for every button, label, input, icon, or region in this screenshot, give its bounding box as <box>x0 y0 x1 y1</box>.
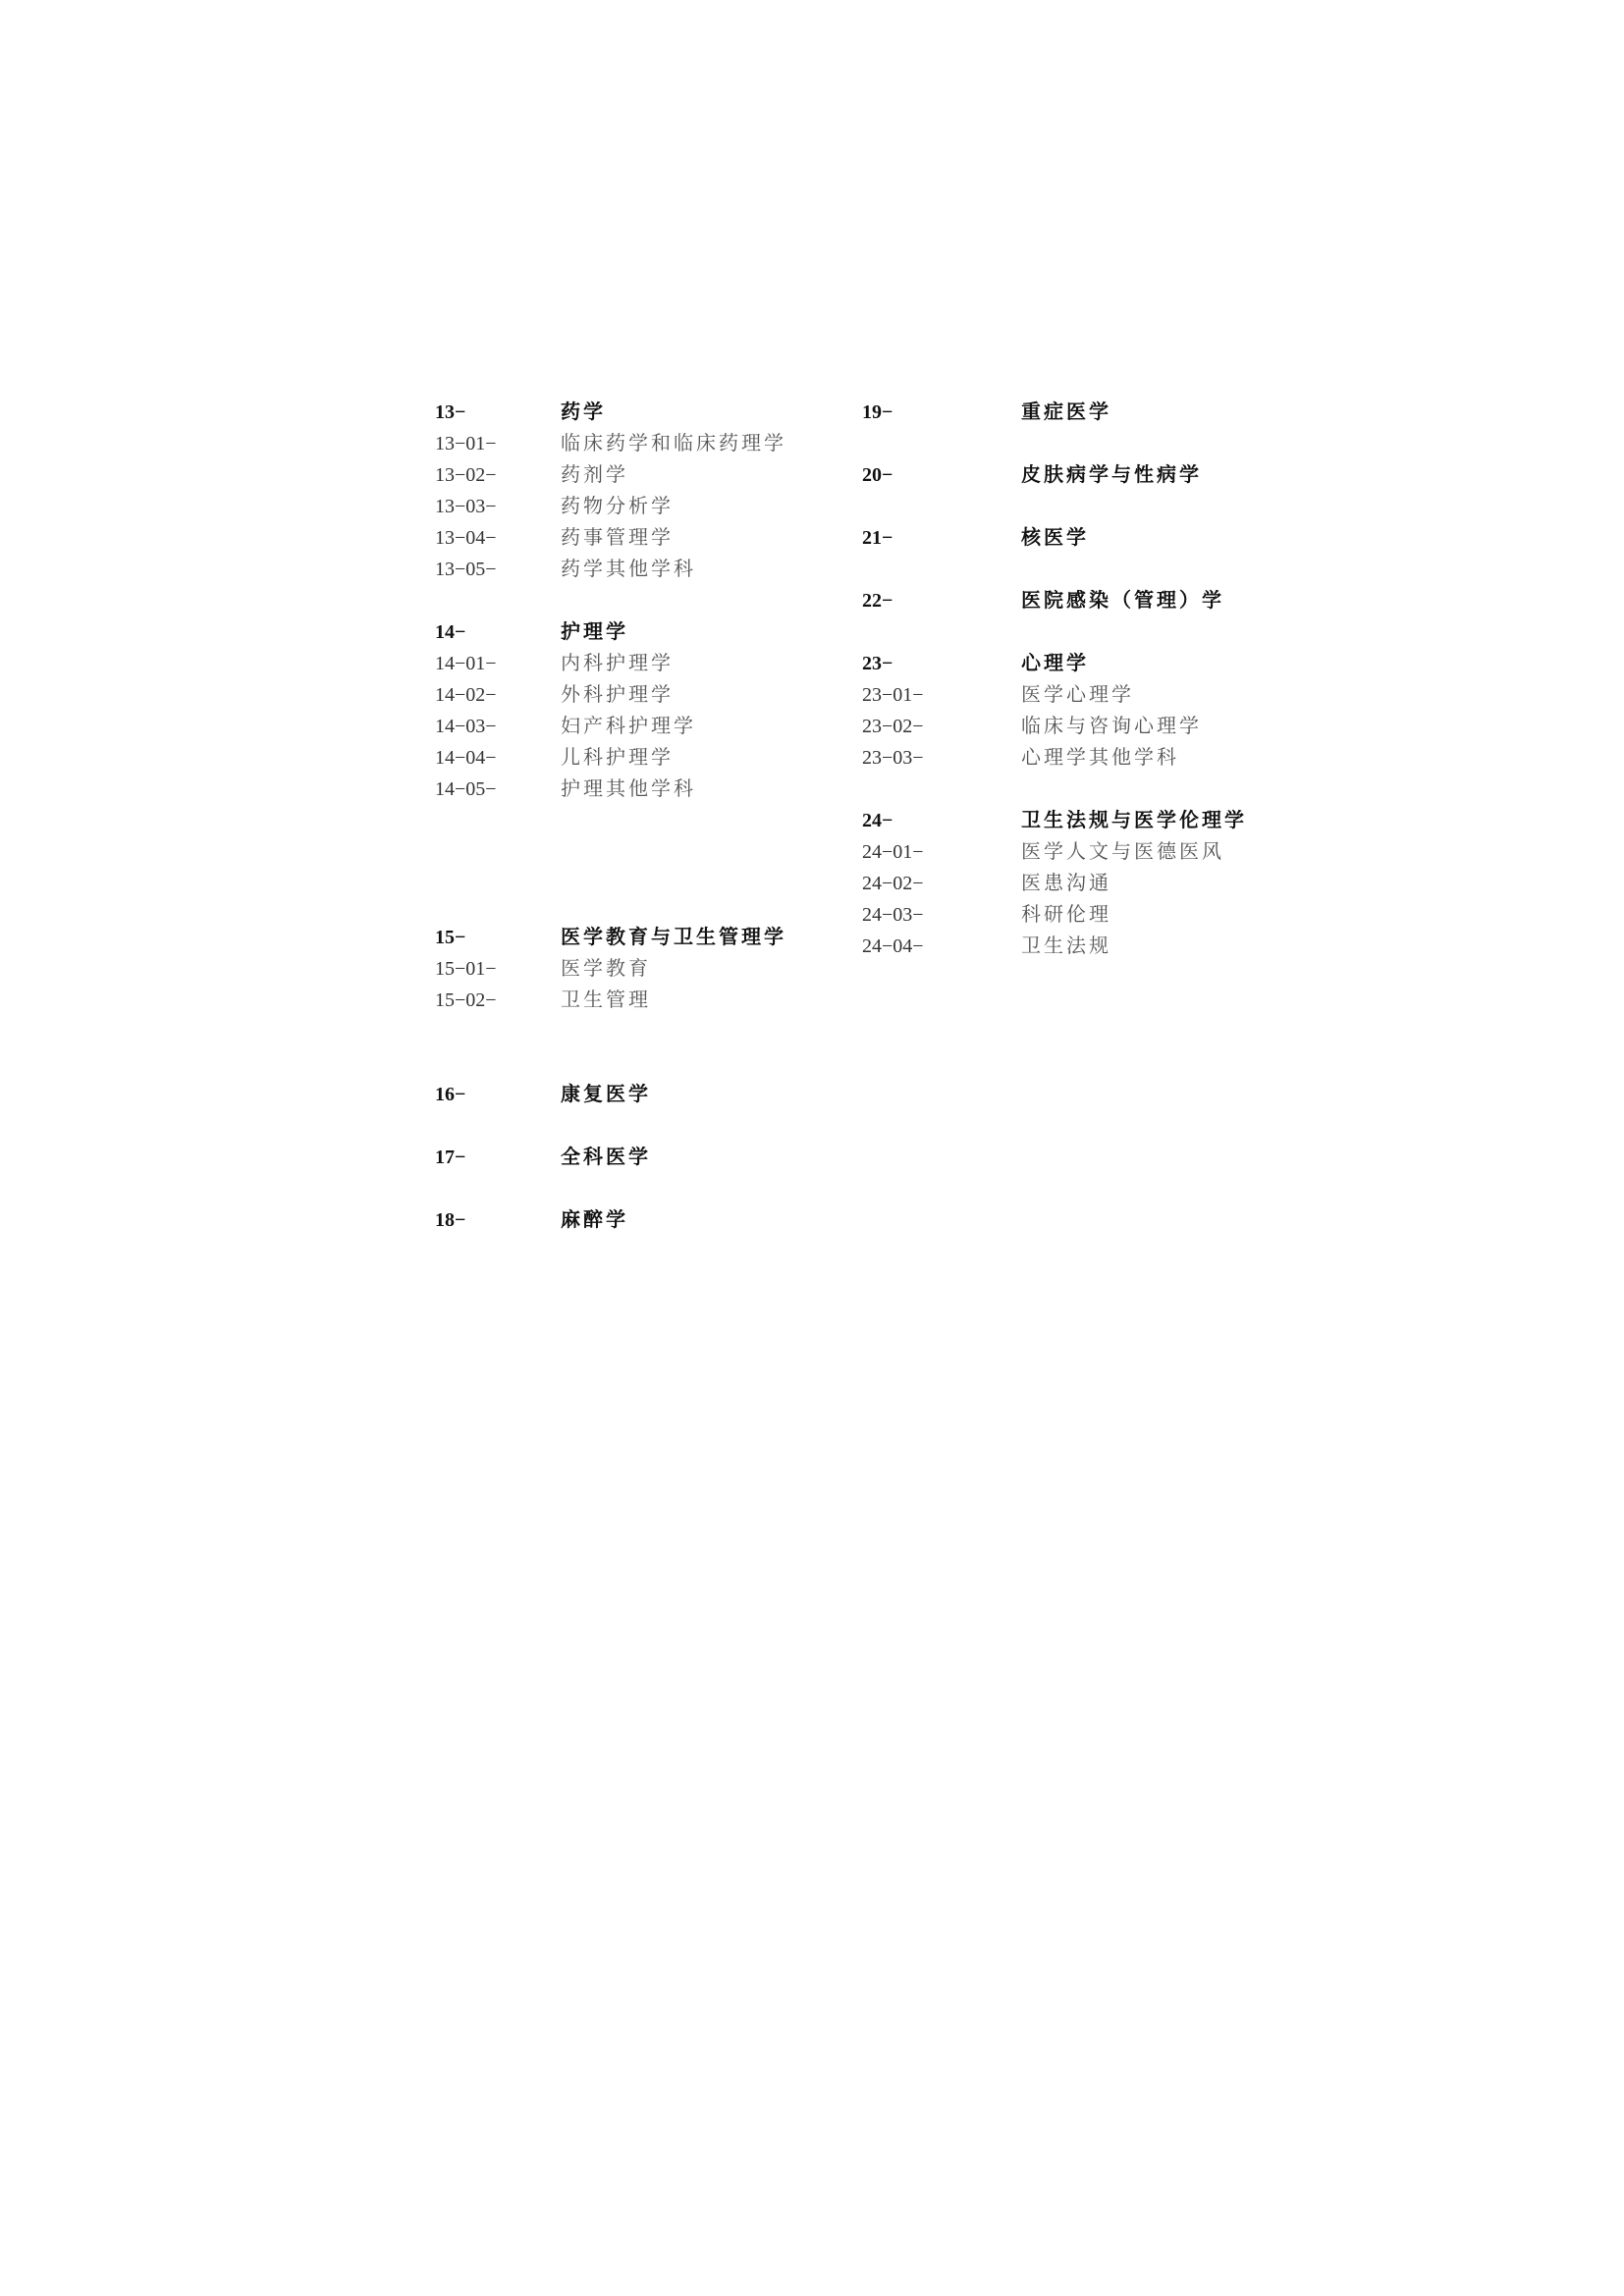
list-item <box>862 835 1294 867</box>
list-item <box>435 773 847 804</box>
item-name: 药学其他学科 <box>561 557 696 580</box>
section-24 <box>862 804 1294 961</box>
section-code: 16− <box>435 1084 466 1105</box>
spacer <box>435 804 847 898</box>
item-code: 13−01− <box>435 433 497 454</box>
item-code: 13−02− <box>435 464 497 486</box>
section-code: 15− <box>435 927 466 948</box>
section-21 <box>862 521 1294 553</box>
item-name: 卫生管理 <box>561 988 651 1011</box>
section-heading <box>435 921 847 952</box>
section-title: 医学教育与卫生管理学 <box>561 925 786 948</box>
section-16 <box>435 1078 847 1109</box>
item-code: 13−05− <box>435 559 497 580</box>
list-item <box>862 678 1294 710</box>
item-name: 药事管理学 <box>561 525 674 549</box>
section-heading <box>435 1203 847 1235</box>
item-code: 23−01− <box>862 684 924 706</box>
item-code: 24−02− <box>862 873 924 894</box>
section-heading <box>435 615 847 647</box>
item-code: 24−01− <box>862 841 924 863</box>
item-name: 医患沟通 <box>1021 871 1111 894</box>
section-title: 重症医学 <box>1021 400 1111 423</box>
item-name: 临床药学和临床药理学 <box>561 431 786 454</box>
section-15 <box>435 921 847 1015</box>
section-heading <box>435 396 847 427</box>
list-item <box>435 490 847 521</box>
section-13 <box>435 396 847 584</box>
right-column <box>862 396 1294 961</box>
section-title: 麻醉学 <box>561 1207 628 1231</box>
spacer <box>435 1172 847 1203</box>
spacer <box>435 1109 847 1141</box>
item-name: 科研伦理 <box>1021 902 1111 926</box>
item-code: 13−04− <box>435 527 497 549</box>
item-name: 医学心理学 <box>1021 682 1134 706</box>
section-code: 20− <box>862 464 893 486</box>
section-20 <box>862 458 1294 490</box>
list-item <box>435 741 847 773</box>
item-code: 24−03− <box>862 904 924 926</box>
item-code: 14−02− <box>435 684 497 706</box>
section-code: 18− <box>435 1209 466 1231</box>
list-item <box>435 710 847 741</box>
section-code: 17− <box>435 1147 466 1168</box>
section-14 <box>435 615 847 804</box>
section-code: 22− <box>862 590 893 612</box>
item-code: 13−03− <box>435 496 497 517</box>
item-name: 护理其他学科 <box>561 776 696 800</box>
list-item <box>435 521 847 553</box>
list-item <box>862 741 1294 773</box>
section-title: 皮肤病学与性病学 <box>1021 462 1202 486</box>
item-name: 内科护理学 <box>561 651 674 674</box>
section-23 <box>862 647 1294 773</box>
list-item <box>435 553 847 584</box>
list-item <box>435 458 847 490</box>
item-code: 14−04− <box>435 747 497 769</box>
section-title: 卫生法规与医学伦理学 <box>1021 808 1247 831</box>
item-name: 医学教育 <box>561 956 651 980</box>
section-18 <box>435 1203 847 1235</box>
item-code: 15−02− <box>435 989 497 1011</box>
section-title: 核医学 <box>1021 525 1089 549</box>
item-name: 外科护理学 <box>561 682 674 706</box>
section-heading <box>862 396 1294 427</box>
spacer <box>862 427 1294 458</box>
section-heading <box>862 584 1294 615</box>
section-heading <box>435 1141 847 1172</box>
list-item <box>435 984 847 1015</box>
section-title: 全科医学 <box>561 1145 651 1168</box>
spacer <box>435 1015 847 1078</box>
section-heading <box>862 521 1294 553</box>
item-code: 24−04− <box>862 935 924 957</box>
section-title: 护理学 <box>561 619 628 643</box>
spacer <box>435 898 847 921</box>
item-name: 妇产科护理学 <box>561 714 696 737</box>
item-code: 23−02− <box>862 716 924 737</box>
section-19 <box>862 396 1294 427</box>
item-code: 14−01− <box>435 653 497 674</box>
list-item <box>862 898 1294 930</box>
list-item <box>862 867 1294 898</box>
section-code: 24− <box>862 810 893 831</box>
section-title: 医院感染（管理）学 <box>1021 588 1224 612</box>
section-title: 药学 <box>561 400 606 423</box>
item-name: 医学人文与医德医风 <box>1021 839 1224 863</box>
item-name: 临床与咨询心理学 <box>1021 714 1202 737</box>
section-title: 康复医学 <box>561 1082 651 1105</box>
item-code: 23−03− <box>862 747 924 769</box>
section-code: 21− <box>862 527 893 549</box>
item-name: 心理学其他学科 <box>1021 745 1179 769</box>
item-code: 14−05− <box>435 778 497 800</box>
section-heading <box>862 804 1294 835</box>
section-code: 14− <box>435 621 466 643</box>
section-code: 19− <box>862 401 893 423</box>
list-item <box>435 952 847 984</box>
item-name: 药物分析学 <box>561 494 674 517</box>
item-code: 14−03− <box>435 716 497 737</box>
section-title: 心理学 <box>1021 651 1089 674</box>
item-code: 15−01− <box>435 958 497 980</box>
list-item <box>862 930 1294 961</box>
section-code: 13− <box>435 401 466 423</box>
item-name: 儿科护理学 <box>561 745 674 769</box>
section-code: 23− <box>862 653 893 674</box>
spacer <box>862 773 1294 804</box>
section-heading <box>862 458 1294 490</box>
section-heading <box>435 1078 847 1109</box>
spacer <box>862 553 1294 584</box>
item-name: 药剂学 <box>561 462 628 486</box>
section-22 <box>862 584 1294 615</box>
list-item <box>862 710 1294 741</box>
list-item <box>435 647 847 678</box>
spacer <box>862 615 1294 647</box>
spacer <box>862 490 1294 521</box>
spacer <box>435 584 847 615</box>
section-17 <box>435 1141 847 1172</box>
list-item <box>435 427 847 458</box>
list-item <box>435 678 847 710</box>
item-name: 卫生法规 <box>1021 934 1111 957</box>
section-heading <box>862 647 1294 678</box>
left-column <box>435 396 847 1235</box>
